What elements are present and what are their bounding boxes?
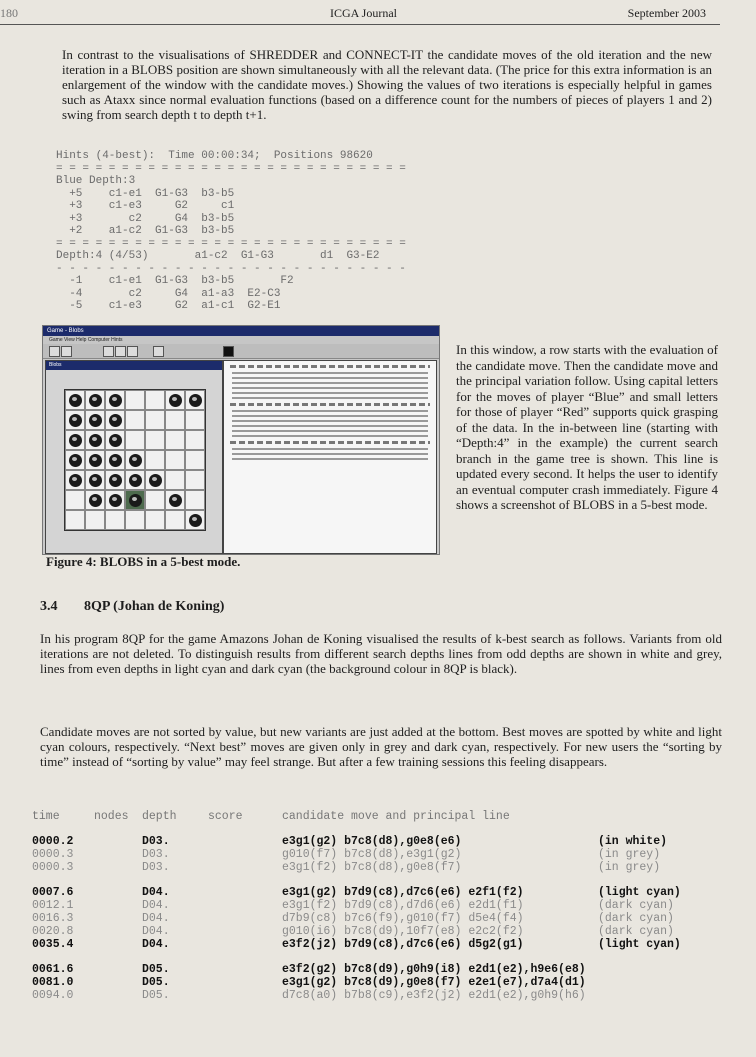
cell-time: 0081.0 [32, 976, 74, 989]
cell-note: (in white) [598, 835, 668, 848]
cell-depth: D05. [142, 963, 170, 976]
cell-depth: D04. [142, 925, 170, 938]
table-header [32, 810, 510, 823]
table-row [32, 861, 661, 874]
board-title: Blobs [46, 361, 222, 370]
hints-listing: Hints (4-best): Time 00:00:34; Positions 98620 = = = = = = = = = = = = = = = = = = = = = = = = = = = Blue Depth:3 +5 c1-e1 G1-G3 b3-b5 +3 c1-e3 G2 c1 +3 c2 G4 b3-b5 +2 a1-c2 G1-G3 b3-b5 = = = = = = = = = = = = = = = = = = = = = = = = = = = Depth:4 (4/53) a1-c2 G1-G3 d1 G3-E2 - - - - - - - - - - - - - - - - - - - - - - - - - - - -1 c1-e1 G1-G3 b3-b5 F2 -4 c2 G4 a1-a3 E2-C3 -5 c1-e3 G2 a1-c1 G2-E1 [56, 150, 406, 312]
cell-moves: e3g1(g2) b7d9(c8),d7c6(e6) e2f1(f2) [282, 886, 524, 899]
figure-caption: Figure 4: BLOBS in a 5-best mode. [46, 554, 241, 569]
col-score: score [208, 810, 243, 823]
col-moves: candidate move and principal line [282, 810, 510, 823]
cell-note: (in grey) [598, 861, 661, 874]
header-rule [0, 24, 720, 25]
paragraph-8qp-2: Candidate moves are not sorted by value, but new variants are just added at the bottom. Best moves are spotted by white and light cyan colours, respectively. “Next best” moves are given only in grey and dark cyan, respectively. For new users the “sorting by time” instead of “sorting by value” may feel strange. But after a few training sessions this feeling disappears. [40, 724, 722, 769]
section-number: 3.4 [40, 599, 58, 614]
table-row [32, 912, 674, 925]
cell-note: (dark cyan) [598, 925, 674, 938]
cell-time: 0007.6 [32, 886, 74, 899]
table-row [32, 976, 586, 989]
cell-note: (dark cyan) [598, 899, 674, 912]
cell-depth: D04. [142, 912, 170, 925]
cell-time: 0094.0 [32, 989, 74, 1002]
cell-note: (in grey) [598, 848, 661, 861]
issue-date: September 2003 [627, 6, 706, 20]
cell-note: (light cyan) [598, 886, 681, 899]
tool-button [61, 346, 72, 357]
menu-bar: Game View Help Computer Hints [43, 336, 439, 344]
cell-moves: e3f2(g2) b7c8(d9),g0h9(i8) e2d1(e2),h9e6(e8) [282, 963, 586, 976]
table-row [32, 925, 674, 938]
window-title-bar: Game - Blobs [43, 326, 439, 336]
cell-note: (light cyan) [598, 938, 681, 951]
cell-time: 0000.3 [32, 861, 74, 874]
table-row [32, 886, 681, 899]
toolbar [43, 344, 439, 359]
intro-paragraph: In contrast to the visualisations of SHREDDER and CONNECT-IT the candidate moves of the old iteration and the new iteration in a BLOBS position are shown simultaneously with all the relevant data. (The price for this extra information is an enlargement of the window with the candidate moves.) Showing the values of two iterations is especially helpful in games such as Ataxx since normal evaluation functions (based on a difference count for the numbers of pieces of players 1 and 2) swing from search depth t to depth t+1. [62, 47, 712, 122]
tool-button [49, 346, 60, 357]
col-time: time [32, 810, 60, 823]
blobs-screenshot [42, 325, 440, 555]
cell-moves: e3g1(f2) b7d9(c8),d7d6(e6) e2d1(f1) [282, 899, 524, 912]
tool-button [103, 346, 114, 357]
cell-moves: e3g1(f2) b7c8(d8),g0e8(f7) [282, 861, 462, 874]
cell-moves: e3f2(j2) b7d9(c8),d7c6(e6) d5g2(g1) [282, 938, 524, 951]
cell-depth: D03. [142, 835, 170, 848]
table-row [32, 989, 586, 1002]
table-row [32, 963, 586, 976]
cell-time: 0000.2 [32, 835, 74, 848]
cell-depth: D05. [142, 989, 170, 1002]
cell-depth: D04. [142, 886, 170, 899]
hints-window [223, 360, 437, 554]
journal-title: ICGA Journal [330, 6, 397, 20]
tool-button [153, 346, 164, 357]
board-grid [64, 389, 206, 531]
cell-time: 0012.1 [32, 899, 74, 912]
table-row [32, 899, 674, 912]
cell-moves: d7b9(c8) b7c6(f9),g010(f7) d5e4(f4) [282, 912, 524, 925]
page-number: 180 [0, 6, 18, 20]
cell-depth: D03. [142, 848, 170, 861]
tool-button [115, 346, 126, 357]
col-depth: depth [142, 810, 177, 823]
section-title: 8QP (Johan de Koning) [84, 599, 225, 614]
cell-moves: d7c8(a0) b7b8(c9),e3f2(j2) e2d1(e2),g0h9(h6) [282, 989, 586, 1002]
cell-depth: D04. [142, 938, 170, 951]
tool-button [127, 346, 138, 357]
col-nodes: nodes [94, 810, 129, 823]
cell-time: 0016.3 [32, 912, 74, 925]
cell-time: 0035.4 [32, 938, 74, 951]
8qp-results-table [32, 810, 681, 1002]
figure-side-text: In this window, a row starts with the evaluation of the candidate move. Then the candidate move and the principal variation follow. Using capital letters for the moves of player “Blue” and small letters for those of player “Red” supports quick grasping of the data. In the in-between line (starting with “Depth:4” in the example) the current search branch in the game tree is shown. This line is updated every second. It helps the user to identify an eventual computer crash immediately. Figure 4 shows a screenshot of BLOBS in a 5-best mode. [456, 342, 718, 512]
table-row [32, 938, 681, 951]
cell-depth: D03. [142, 861, 170, 874]
cell-depth: D05. [142, 976, 170, 989]
cell-time: 0000.3 [32, 848, 74, 861]
running-header [0, 6, 756, 24]
cell-moves: g010(i6) b7c8(d9),10f7(e8) e2c2(f2) [282, 925, 524, 938]
cell-note: (dark cyan) [598, 912, 674, 925]
cell-depth: D04. [142, 899, 170, 912]
cell-time: 0020.8 [32, 925, 74, 938]
cell-moves: e3g1(g2) b7c8(d9),g0e8(f7) e2e1(e7),d7a4(d1) [282, 976, 586, 989]
cell-time: 0061.6 [32, 963, 74, 976]
table-row [32, 835, 668, 848]
game-board-window [45, 360, 223, 554]
cell-moves: e3g1(g2) b7c8(d8),g0e8(e6) [282, 835, 462, 848]
section-heading [40, 599, 224, 615]
tool-button [223, 346, 234, 357]
table-row [32, 848, 661, 861]
cell-moves: g010(f7) b7c8(d8),e3g1(g2) [282, 848, 462, 861]
paragraph-8qp-1: In his program 8QP for the game Amazons Johan de Koning visualised the results of k-best search as follows. Variants from old iterations are not deleted. To distinguish results from different search depths lines from odd depths are shown in white and grey, lines from even depths in light cyan and dark cyan (the background colour in 8QP is black). [40, 631, 722, 676]
